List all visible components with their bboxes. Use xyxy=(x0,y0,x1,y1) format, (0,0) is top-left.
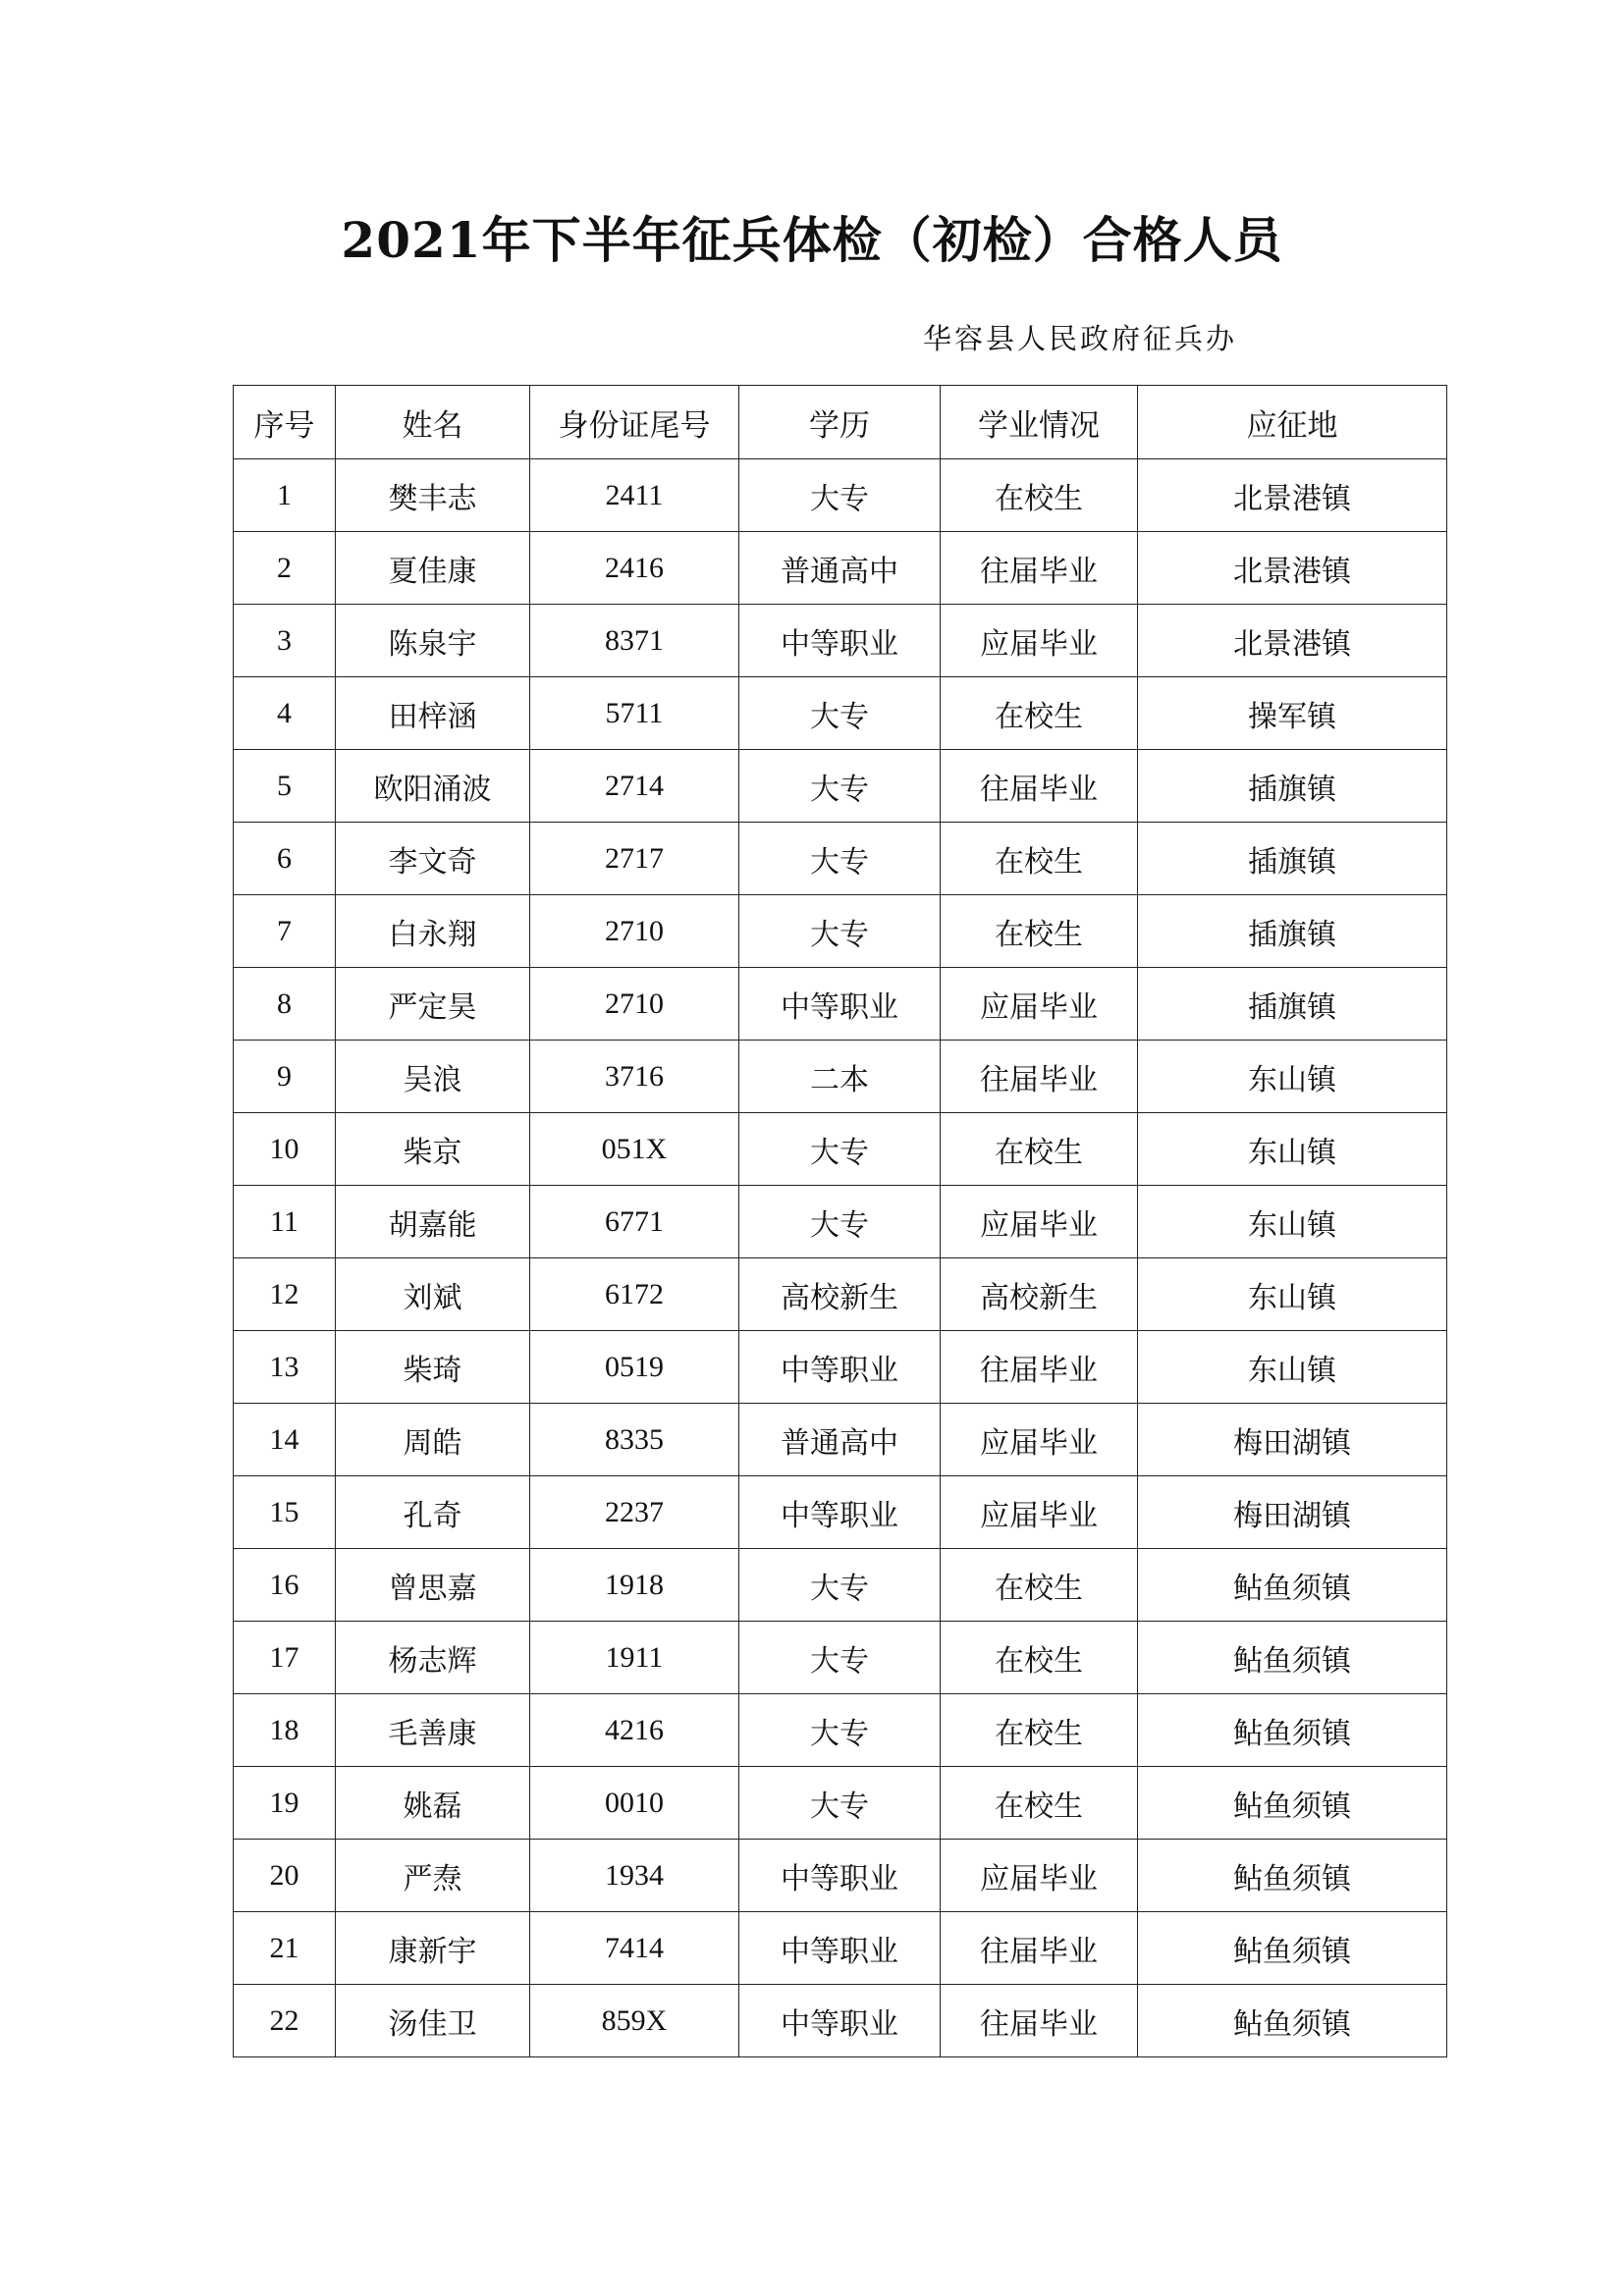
cell-id-suffix: 2411 xyxy=(530,459,739,532)
cell-enlistment-place: 东山镇 xyxy=(1138,1258,1447,1331)
cell-education: 大专 xyxy=(739,1767,941,1840)
cell-index: 15 xyxy=(234,1476,336,1549)
cell-name: 姚磊 xyxy=(336,1767,530,1840)
table-row xyxy=(234,968,1447,1041)
cell-study-status: 应届毕业 xyxy=(941,605,1138,677)
cell-enlistment-place: 梅田湖镇 xyxy=(1138,1404,1447,1476)
cell-study-status: 往届毕业 xyxy=(941,750,1138,823)
cell-enlistment-place: 东山镇 xyxy=(1138,1113,1447,1186)
cell-index: 2 xyxy=(234,532,336,605)
cell-education: 中等职业 xyxy=(739,1912,941,1985)
table-row xyxy=(234,823,1447,895)
cell-study-status: 在校生 xyxy=(941,823,1138,895)
cell-name: 孔奇 xyxy=(336,1476,530,1549)
cell-enlistment-place: 操军镇 xyxy=(1138,677,1447,750)
cell-id-suffix: 8335 xyxy=(530,1404,739,1476)
table-row xyxy=(234,459,1447,532)
table-row xyxy=(234,1912,1447,1985)
cell-index: 3 xyxy=(234,605,336,677)
cell-enlistment-place: 鲇鱼须镇 xyxy=(1138,1694,1447,1767)
cell-id-suffix: 4216 xyxy=(530,1694,739,1767)
cell-study-status: 在校生 xyxy=(941,677,1138,750)
cell-education: 大专 xyxy=(739,1186,941,1258)
cell-id-suffix: 6172 xyxy=(530,1258,739,1331)
cell-enlistment-place: 插旗镇 xyxy=(1138,823,1447,895)
cell-enlistment-place: 鲇鱼须镇 xyxy=(1138,1622,1447,1694)
cell-name: 康新宇 xyxy=(336,1912,530,1985)
cell-education: 大专 xyxy=(739,677,941,750)
cell-id-suffix: 2710 xyxy=(530,895,739,968)
cell-name: 陈泉宇 xyxy=(336,605,530,677)
cell-id-suffix: 0010 xyxy=(530,1767,739,1840)
column-header-enlistment-place: 应征地 xyxy=(1138,386,1447,459)
column-header-study-status: 学业情况 xyxy=(941,386,1138,459)
document-title: 2021年下半年征兵体检（初检）合格人员 xyxy=(341,211,1283,269)
cell-enlistment-place: 鲇鱼须镇 xyxy=(1138,1549,1447,1622)
cell-index: 17 xyxy=(234,1622,336,1694)
issuer-label: 华容县人民政府征兵办 xyxy=(923,322,1238,355)
cell-name: 李文奇 xyxy=(336,823,530,895)
cell-id-suffix: 1918 xyxy=(530,1549,739,1622)
cell-index: 6 xyxy=(234,823,336,895)
cell-study-status: 应届毕业 xyxy=(941,1186,1138,1258)
cell-name: 吴浪 xyxy=(336,1041,530,1113)
cell-id-suffix: 3716 xyxy=(530,1041,739,1113)
cell-index: 14 xyxy=(234,1404,336,1476)
cell-enlistment-place: 东山镇 xyxy=(1138,1186,1447,1258)
cell-id-suffix: 859X xyxy=(530,1985,739,2057)
cell-study-status: 在校生 xyxy=(941,1767,1138,1840)
cell-index: 11 xyxy=(234,1186,336,1258)
column-header-index: 序号 xyxy=(234,386,336,459)
table-row xyxy=(234,750,1447,823)
cell-id-suffix: 2714 xyxy=(530,750,739,823)
cell-education: 二本 xyxy=(739,1041,941,1113)
cell-education: 中等职业 xyxy=(739,1840,941,1912)
table-row xyxy=(234,1985,1447,2057)
column-header-id-suffix: 身份证尾号 xyxy=(530,386,739,459)
cell-enlistment-place: 东山镇 xyxy=(1138,1331,1447,1404)
cell-study-status: 在校生 xyxy=(941,1113,1138,1186)
cell-enlistment-place: 北景港镇 xyxy=(1138,605,1447,677)
cell-enlistment-place: 北景港镇 xyxy=(1138,532,1447,605)
cell-education: 大专 xyxy=(739,895,941,968)
header-row xyxy=(234,386,1447,459)
table-row xyxy=(234,1767,1447,1840)
cell-study-status: 往届毕业 xyxy=(941,1985,1138,2057)
cell-id-suffix: 2237 xyxy=(530,1476,739,1549)
cell-name: 田梓涵 xyxy=(336,677,530,750)
cell-id-suffix: 5711 xyxy=(530,677,739,750)
cell-study-status: 往届毕业 xyxy=(941,532,1138,605)
column-header-name: 姓名 xyxy=(336,386,530,459)
cell-index: 21 xyxy=(234,1912,336,1985)
cell-index: 13 xyxy=(234,1331,336,1404)
cell-index: 4 xyxy=(234,677,336,750)
cell-education: 大专 xyxy=(739,1549,941,1622)
table-row xyxy=(234,1694,1447,1767)
cell-education: 普通高中 xyxy=(739,1404,941,1476)
cell-name: 白永翔 xyxy=(336,895,530,968)
table-row xyxy=(234,677,1447,750)
cell-index: 20 xyxy=(234,1840,336,1912)
cell-id-suffix: 1934 xyxy=(530,1840,739,1912)
table-row xyxy=(234,1840,1447,1912)
cell-id-suffix: 7414 xyxy=(530,1912,739,1985)
cell-name: 周皓 xyxy=(336,1404,530,1476)
table-row xyxy=(234,1041,1447,1113)
cell-enlistment-place: 鲇鱼须镇 xyxy=(1138,1767,1447,1840)
cell-study-status: 应届毕业 xyxy=(941,968,1138,1041)
table-row xyxy=(234,1113,1447,1186)
cell-study-status: 在校生 xyxy=(941,459,1138,532)
cell-id-suffix: 0519 xyxy=(530,1331,739,1404)
cell-index: 9 xyxy=(234,1041,336,1113)
cell-name: 严焘 xyxy=(336,1840,530,1912)
cell-index: 5 xyxy=(234,750,336,823)
cell-name: 柴京 xyxy=(336,1113,530,1186)
table-row xyxy=(234,1258,1447,1331)
cell-study-status: 往届毕业 xyxy=(941,1912,1138,1985)
cell-education: 普通高中 xyxy=(739,532,941,605)
cell-id-suffix: 1911 xyxy=(530,1622,739,1694)
cell-study-status: 在校生 xyxy=(941,1694,1138,1767)
cell-education: 大专 xyxy=(739,823,941,895)
cell-education: 大专 xyxy=(739,750,941,823)
cell-index: 10 xyxy=(234,1113,336,1186)
cell-study-status: 应届毕业 xyxy=(941,1476,1138,1549)
cell-name: 毛善康 xyxy=(336,1694,530,1767)
cell-education: 大专 xyxy=(739,1622,941,1694)
table-header xyxy=(234,386,1447,459)
table-row xyxy=(234,1622,1447,1694)
cell-enlistment-place: 鲇鱼须镇 xyxy=(1138,1912,1447,1985)
cell-study-status: 往届毕业 xyxy=(941,1041,1138,1113)
cell-education: 中等职业 xyxy=(739,1985,941,2057)
table-row xyxy=(234,1186,1447,1258)
cell-education: 中等职业 xyxy=(739,1331,941,1404)
cell-education: 大专 xyxy=(739,1694,941,1767)
cell-study-status: 往届毕业 xyxy=(941,1331,1138,1404)
cell-name: 杨志辉 xyxy=(336,1622,530,1694)
cell-enlistment-place: 鲇鱼须镇 xyxy=(1138,1985,1447,2057)
cell-index: 8 xyxy=(234,968,336,1041)
cell-index: 19 xyxy=(234,1767,336,1840)
cell-id-suffix: 051X xyxy=(530,1113,739,1186)
cell-index: 1 xyxy=(234,459,336,532)
table-row xyxy=(234,1476,1447,1549)
cell-name: 汤佳卫 xyxy=(336,1985,530,2057)
cell-name: 曾思嘉 xyxy=(336,1549,530,1622)
cell-study-status: 应届毕业 xyxy=(941,1840,1138,1912)
cell-index: 16 xyxy=(234,1549,336,1622)
cell-enlistment-place: 插旗镇 xyxy=(1138,968,1447,1041)
cell-id-suffix: 8371 xyxy=(530,605,739,677)
cell-name: 樊丰志 xyxy=(336,459,530,532)
table-row xyxy=(234,605,1447,677)
cell-study-status: 在校生 xyxy=(941,1549,1138,1622)
table-row xyxy=(234,1331,1447,1404)
table-row xyxy=(234,895,1447,968)
cell-education: 高校新生 xyxy=(739,1258,941,1331)
table-row xyxy=(234,532,1447,605)
table-row xyxy=(234,1404,1447,1476)
cell-name: 欧阳涌波 xyxy=(336,750,530,823)
cell-education: 大专 xyxy=(739,1113,941,1186)
cell-index: 12 xyxy=(234,1258,336,1331)
cell-name: 严定昊 xyxy=(336,968,530,1041)
cell-study-status: 在校生 xyxy=(941,895,1138,968)
cell-enlistment-place: 插旗镇 xyxy=(1138,750,1447,823)
cell-name: 刘斌 xyxy=(336,1258,530,1331)
cell-name: 胡嘉能 xyxy=(336,1186,530,1258)
cell-education: 中等职业 xyxy=(739,968,941,1041)
table-body xyxy=(234,459,1447,2057)
qualified-personnel-table xyxy=(233,385,1447,2057)
cell-enlistment-place: 北景港镇 xyxy=(1138,459,1447,532)
cell-study-status: 应届毕业 xyxy=(941,1404,1138,1476)
cell-education: 中等职业 xyxy=(739,1476,941,1549)
column-header-education: 学历 xyxy=(739,386,941,459)
cell-id-suffix: 6771 xyxy=(530,1186,739,1258)
cell-enlistment-place: 鲇鱼须镇 xyxy=(1138,1840,1447,1912)
table-row xyxy=(234,1549,1447,1622)
cell-name: 夏佳康 xyxy=(336,532,530,605)
cell-education: 中等职业 xyxy=(739,605,941,677)
cell-index: 22 xyxy=(234,1985,336,2057)
cell-id-suffix: 2717 xyxy=(530,823,739,895)
cell-education: 大专 xyxy=(739,459,941,532)
cell-enlistment-place: 东山镇 xyxy=(1138,1041,1447,1113)
cell-enlistment-place: 梅田湖镇 xyxy=(1138,1476,1447,1549)
cell-id-suffix: 2416 xyxy=(530,532,739,605)
cell-study-status: 高校新生 xyxy=(941,1258,1138,1331)
cell-study-status: 在校生 xyxy=(941,1622,1138,1694)
cell-enlistment-place: 插旗镇 xyxy=(1138,895,1447,968)
cell-index: 18 xyxy=(234,1694,336,1767)
cell-index: 7 xyxy=(234,895,336,968)
cell-id-suffix: 2710 xyxy=(530,968,739,1041)
cell-name: 柴琦 xyxy=(336,1331,530,1404)
